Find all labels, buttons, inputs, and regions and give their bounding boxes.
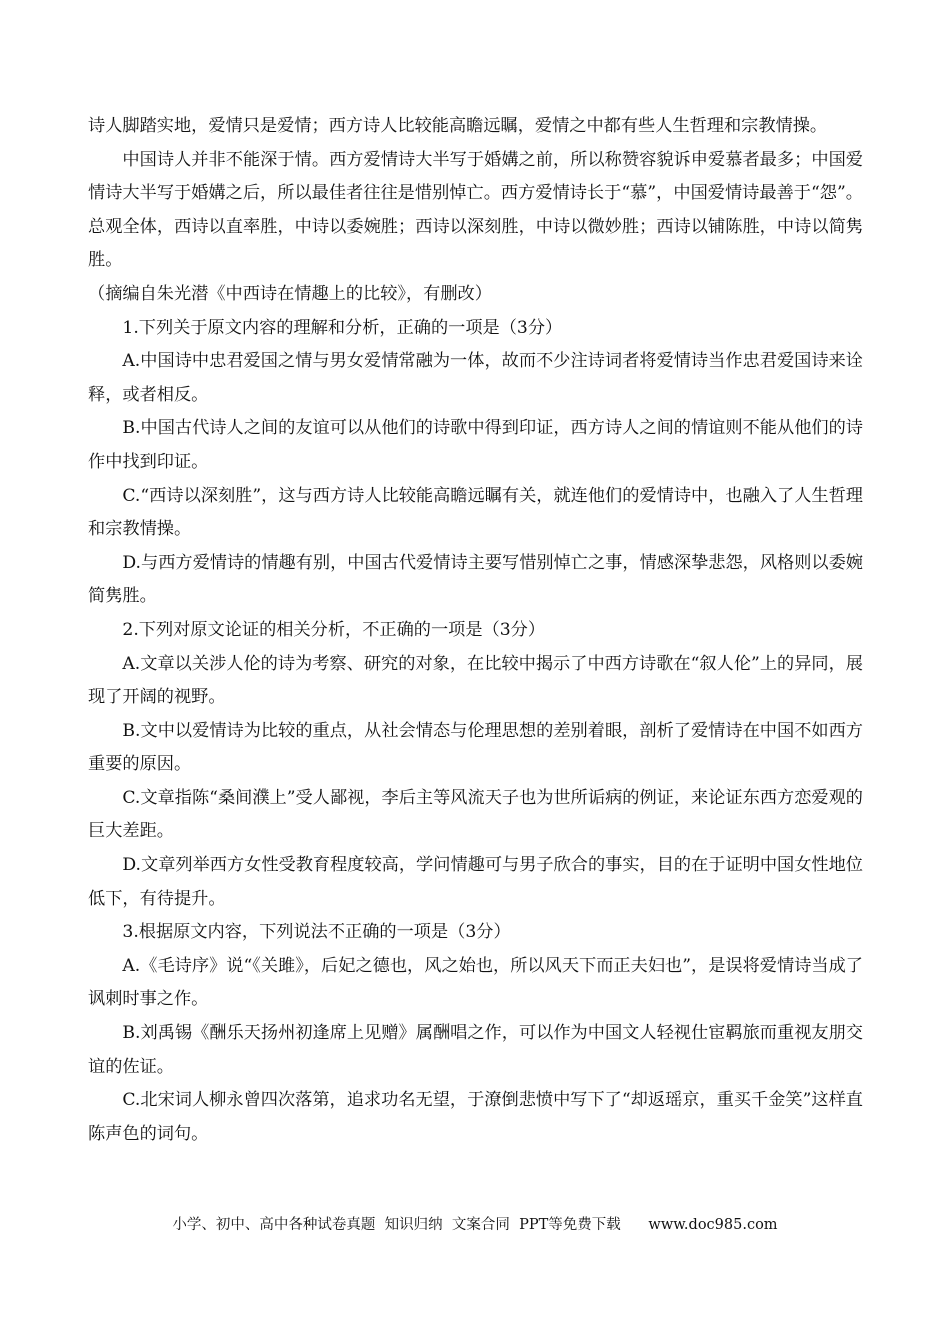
option-a: A.《毛诗序》说“《关雎》，后妃之德也，风之始也，所以风天下而正夫妇也”，是误将爱情诗当成了讽刺时事之作。 [88,955,863,1010]
option-b: B.文中以爱情诗为比较的重点，从社会情态与伦理思想的差别着眼，剖析了爱情诗在中国不如西方重要的原因。 [88,720,863,775]
question-stem: 1.下列关于原文内容的理解和分析，正确的一项是（3分） [122,317,563,338]
option-d: D.与西方爱情诗的情趣有别，中国古代爱情诗主要写惜别悼亡之事，情感深挚悲怨，风格则以委婉简隽胜。 [88,552,863,607]
option-c: C.文章指陈“桑间濮上”受人鄙视，李后主等风流天子也为世所诟病的例证，来论证东西方恋爱观的巨大差距。 [88,787,863,842]
option-b: B.刘禹锡《酬乐天扬州初逢席上见赠》属酬唱之作，可以作为中国文人轻视仕宦羁旅而重视友朋交谊的佐证。 [88,1023,863,1077]
article-paragraph-2: 中国诗人并非不能深于情。西方爱情诗大半写于婚媾之前，所以称赞容貌诉申爱慕者最多；中国爱情诗大半写于婚媾之后，所以最佳者往往是惜别悼亡。西方爱情诗长于“慕”，中国爱情诗最善于“怨”。总观全体，西诗以直率胜，中诗以委婉胜；西诗以深刻胜，中诗以微妙胜；西诗以铺陈胜，中诗以简隽胜。 [88,149,863,271]
question-stem: 2.下列对原文论证的相关分析，不正确的一项是（3分） [122,619,546,640]
option-c: C.“西诗以深刻胜”，这与西方诗人比较能高瞻远瞩有关，就连他们的爱情诗中，也融入了人生哲理和宗教情操。 [88,485,863,540]
question-3 [88,916,863,1151]
option-a: A.文章以关涉人伦的诗为考察、研究的对象，在比较中揭示了中西方诗歌在“叙人伦”上的异同，展现了开阔的视野。 [88,653,863,708]
option-d: D.文章列举西方女性受教育程度较高，学问情趣可与男子欣合的事实，目的在于证明中国女性地位低下，有待提升。 [88,855,863,909]
option-b: B.中国古代诗人之间的友谊可以从他们的诗歌中得到印证，西方诗人之间的情谊则不能从他们的诗作中找到印证。 [88,418,863,472]
question-2 [88,614,863,916]
question-1 [88,312,863,614]
article-paragraph-1: 诗人脚踏实地，爱情只是爱情；西方诗人比较能高瞻远瞩，爱情之中都有些人生哲理和宗教情操。 [88,116,828,136]
option-c: C.北宋词人柳永曾四次落第，追求功名无望，于潦倒悲愤中写下了“却返瑶京，重买千金笑”这样直陈声色的词句。 [88,1090,863,1144]
document-body [88,110,863,1151]
option-a: A.中国诗中忠君爱国之情与男女爱情常融为一体，故而不少注诗词者将爱情诗当作忠君爱国诗来诠释，或者相反。 [88,351,863,405]
article-source: （摘编自朱光潜《中西诗在情趣上的比较》，有删改） [88,283,492,304]
page-footer: 小学、初中、高中各种试卷真题 知识归纳 文案合同 PPT等免费下载 www.doc985.com [172,1217,778,1233]
question-stem: 3.根据原文内容，下列说法不正确的一项是（3分） [122,922,511,943]
